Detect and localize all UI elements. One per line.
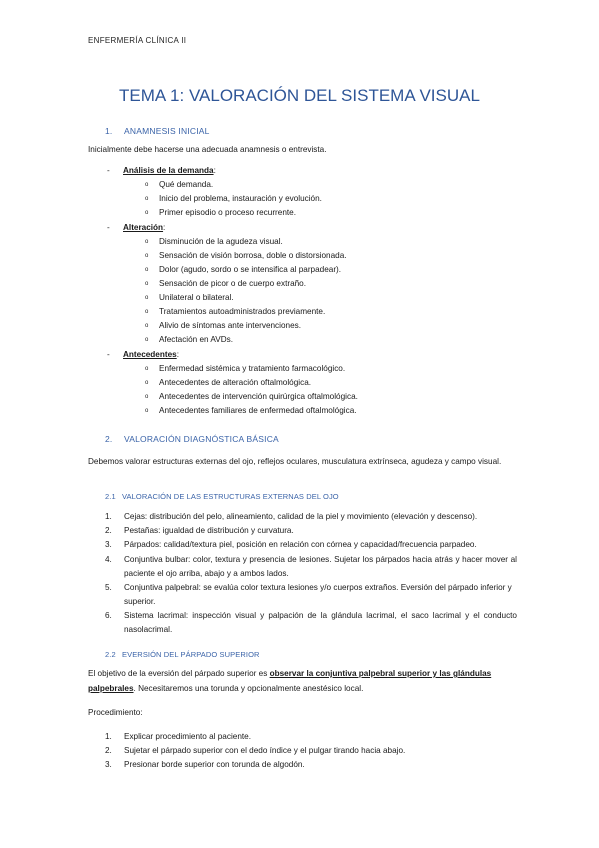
list-item: o Antecedentes familiares de enfermedad oftalmológica.	[145, 406, 357, 415]
section-number: 1.	[105, 126, 113, 136]
numbered-item: 3. Párpados: calidad/textura piel, posición en relación con córnea y capacidad/frecuencia parpadeo.	[105, 540, 477, 549]
numbered-item: 1. Explicar procedimiento al paciente.	[105, 732, 251, 741]
section-2-heading	[105, 434, 279, 444]
section-1-heading	[105, 126, 210, 136]
subsection-2-1-heading	[105, 492, 339, 501]
numbered-item: 6. Sistema lacrimal: inspección visual y palpación de la glándula lacrimal, el saco lacrimal y el conducto nasolacrimal.	[105, 611, 517, 634]
numbered-item: 5. Conjuntiva palpebral: se evalúa color textura lesiones y/o cuerpos extraños. Eversión del párpado inferior y superior.	[105, 583, 512, 606]
bullet-group-label: - Análisis de la demanda:	[107, 166, 216, 175]
procedure-label: Procedimiento:	[88, 708, 143, 717]
document-title: TEMA 1: VALORACIÓN DEL SISTEMA VISUAL	[119, 86, 480, 105]
list-item: o Unilateral o bilateral.	[145, 293, 234, 302]
list-item: o Enfermedad sistémica y tratamiento farmacológico.	[145, 364, 346, 373]
section-title: ANAMNESIS INICIAL	[124, 126, 210, 136]
bullet-group-label: - Antecedentes:	[107, 350, 179, 359]
emphasis-text: observar la conjuntiva palpebral superior y las glándulas palpebrales	[88, 669, 492, 693]
list-item: o Afectación en AVDs.	[145, 335, 234, 344]
list-item: o Sensación de visión borrosa, doble o distorsionada.	[145, 251, 347, 260]
list-item: o Disminución de la agudeza visual.	[145, 237, 283, 246]
section-title: VALORACIÓN DIAGNÓSTICA BÁSICA	[124, 434, 279, 444]
section-number: 2.	[105, 434, 113, 444]
list-item: o Qué demanda.	[145, 180, 214, 189]
subsection-number: 2.1	[105, 492, 116, 501]
numbered-item: 2. Pestañas: igualdad de distribución y curvatura.	[105, 526, 294, 535]
subsection-2-2-heading	[105, 650, 260, 659]
subsection-title: EVERSIÓN DEL PÁRPADO SUPERIOR	[122, 650, 260, 659]
list-item: o Inicio del problema, instauración y evolución.	[145, 194, 322, 203]
numbered-item: 1. Cejas: distribución del pelo, alineamiento, calidad de la piel y movimiento (elevación y descenso).	[105, 512, 478, 521]
list-item: o Alivio de síntomas ante intervenciones.	[145, 321, 301, 330]
numbered-item: 3. Presionar borde superior con torunda de algodón.	[105, 760, 305, 769]
list-item: o Dolor (agudo, sordo o se intensifica al parpadear).	[145, 265, 342, 274]
section-1-intro: Inicialmente debe hacerse una adecuada anamnesis o entrevista.	[88, 145, 327, 154]
list-item: o Antecedentes de alteración oftalmológica.	[145, 378, 312, 387]
subsection-title: VALORACIÓN DE LAS ESTRUCTURAS EXTERNAS DEL OJO	[122, 492, 339, 501]
numbered-item: 4. Conjuntiva bulbar: color, textura y presencia de lesiones. Sujetar los párpados hacia atrás y hacer mover al paciente el ojo arriba, abajo y a ambos lados.	[105, 555, 517, 578]
numbered-item: 2. Sujetar el párpado superior con el dedo índice y el pulgar tirando hacia abajo.	[105, 746, 406, 755]
list-item: o Sensación de picor o de cuerpo extraño.	[145, 279, 307, 288]
list-item: o Primer episodio o proceso recurrente.	[145, 208, 296, 217]
section-2-intro: Debemos valorar estructuras externas del ojo, reflejos oculares, musculatura extrínseca, agudeza y campo visual.	[88, 457, 502, 466]
list-item: o Antecedentes de intervención quirúrgica oftalmológica.	[145, 392, 358, 401]
page-header: ENFERMERÍA CLÍNICA II	[88, 36, 187, 45]
list-item: o Tratamientos autoadministrados previamente.	[145, 307, 326, 316]
subsection-number: 2.2	[105, 650, 116, 659]
section-2-2-paragraph: El objetivo de la eversión del párpado superior es observar la conjuntiva palpebral superior y las glándulas palpebrales. Necesitaremos una torunda y opcionalmente anestésico local.	[88, 669, 492, 693]
bullet-group-label: - Alteración:	[107, 223, 166, 232]
